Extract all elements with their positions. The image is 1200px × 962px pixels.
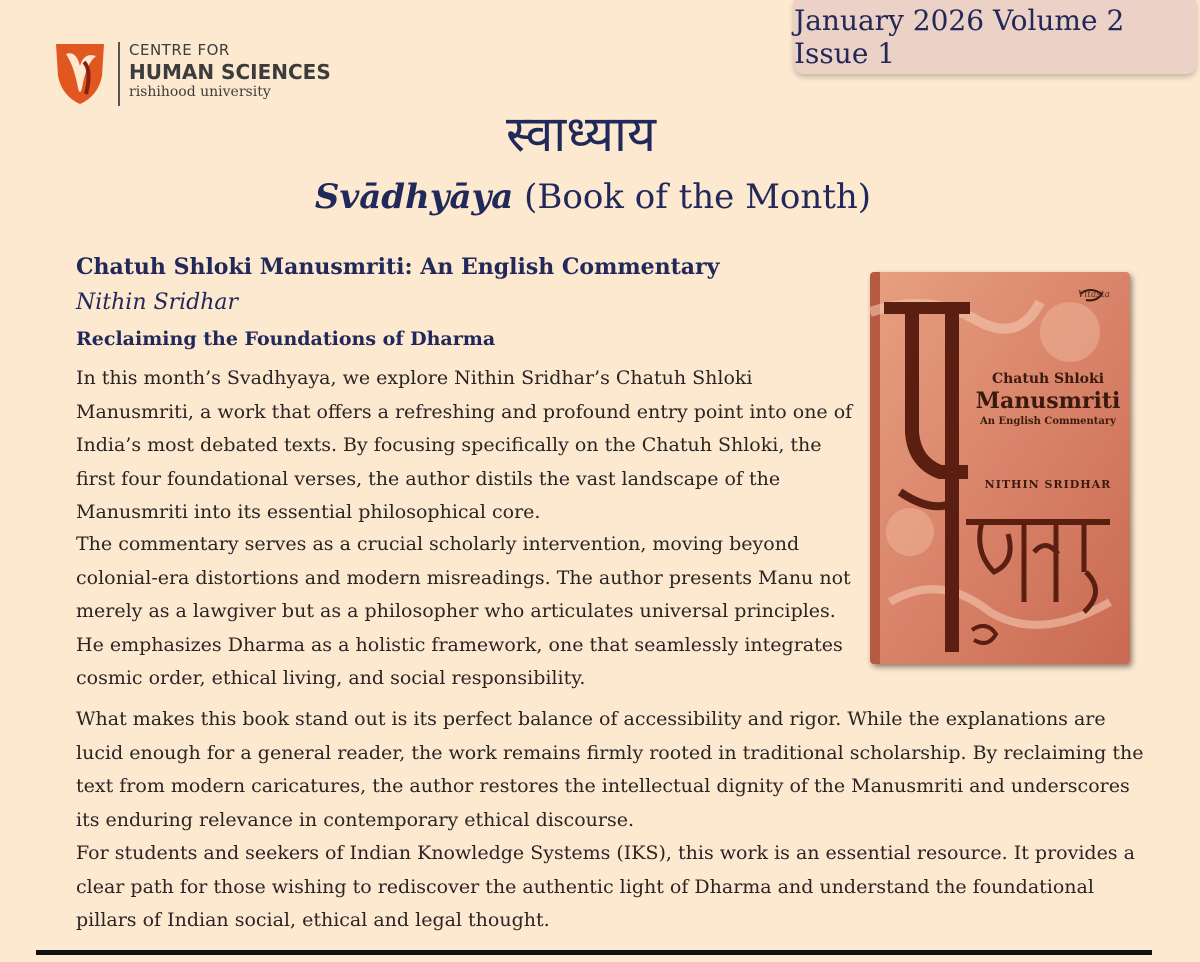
cover-author: NITHIN SRIDHAR — [984, 478, 1112, 491]
cover-title-line-1: Chatuh Shloki — [991, 371, 1105, 387]
review-heading: Reclaiming the Foundations of Dharma — [76, 328, 496, 350]
book-title: Chatuh Shloki Manusmriti: An English Commentary — [76, 254, 720, 280]
logo-line-2: HUMAN SCIENCES — [129, 60, 331, 84]
shield-logo-icon — [52, 40, 108, 106]
bottom-divider — [36, 950, 1152, 955]
centre-logo — [52, 40, 331, 106]
review-paragraph-4: For students and seekers of Indian Knowledge Systems (IKS), this work is an essential resource. It provides a clear path for those wishing to rediscover the authentic light of Dharma and understand the foundational pillars of Indian social, ethical and legal thought. — [76, 842, 1135, 931]
subtitle-rest: (Book of the Month) — [513, 177, 872, 217]
logo-divider — [118, 42, 120, 106]
cover-title-line-2: Manusmriti — [975, 388, 1121, 414]
book-author: Nithin Sridhar — [76, 290, 239, 315]
logo-line-3: rishihood university — [129, 84, 271, 100]
review-paragraph-2: The commentary serves as a crucial scholarly intervention, moving beyond colonial-era distortions and modern misreadings. The author presents Manu not merely as a lawgiver but as a philosopher who articulates universal principles. He emphasizes Dharma as a holistic framework, one that seamlessly integrates cosmic order, ethical living, and social responsibility. — [76, 533, 851, 689]
section-subtitle — [0, 172, 1186, 222]
issue-banner — [794, 0, 1196, 74]
cover-title-block — [970, 370, 1126, 430]
book-cover-image — [870, 272, 1130, 664]
subtitle-italic: Svādhyāya — [314, 177, 514, 217]
cover-art — [870, 272, 1130, 664]
logo-text — [129, 40, 331, 100]
cover-publisher: Vitasta — [1078, 290, 1110, 300]
issue-label: January 2026 Volume 2 Issue 1 — [794, 4, 1125, 70]
hindi-title: स्वाध्याय — [506, 105, 656, 163]
review-paragraph-1: In this month’s Svadhyaya, we explore Nithin Sridhar’s Chatuh Shloki Manusmriti, a work that offers a refreshing and profound entry point into one of India’s most debated texts. By focusing specifically on the Chatuh Shloki, the first four foundational verses, the author distils the vast landscape of the Manusmriti into its essential philosophical core. — [76, 367, 853, 523]
cover-subtitle: An English Commentary — [980, 416, 1116, 427]
logo-line-1: CENTRE FOR — [129, 41, 230, 59]
review-paragraph-3: What makes this book stand out is its perfect balance of accessibility and rigor. While the explanations are lucid enough for a general reader, the work remains firmly rooted in traditional scholarship. By reclaiming the text from modern caricatures, the author restores the intellectual dignity of the Manusmriti and underscores its enduring relevance in contemporary ethical discourse. — [76, 708, 1144, 831]
